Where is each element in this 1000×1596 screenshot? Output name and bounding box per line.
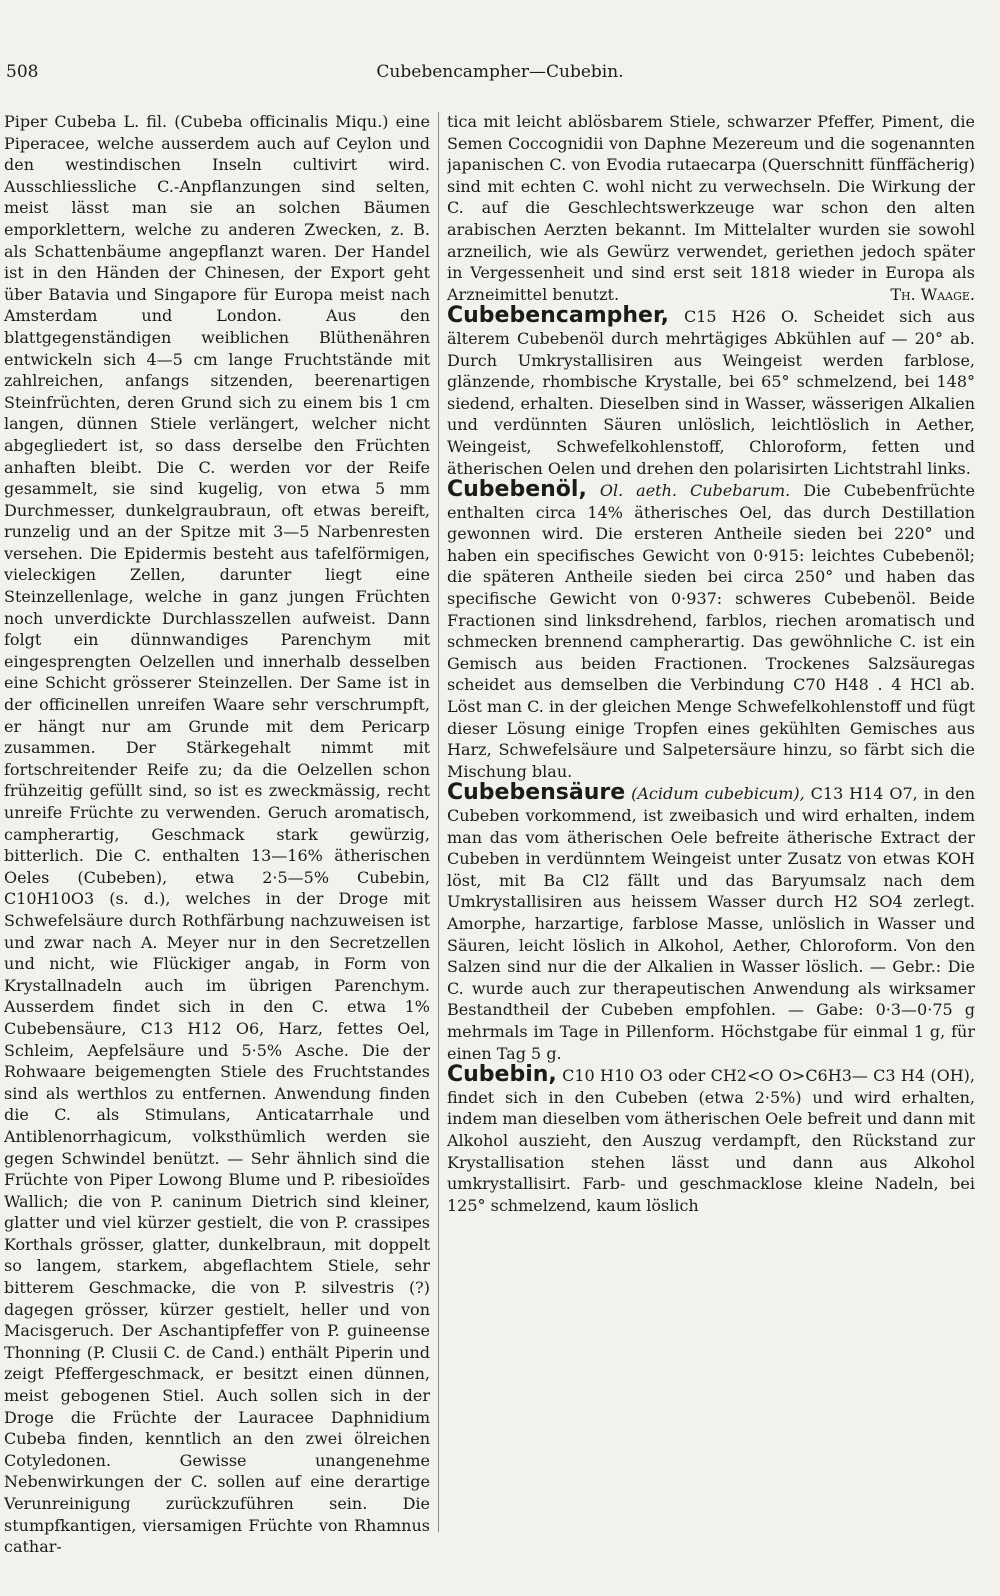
entry-cubebenoel — [447, 479, 975, 782]
left-column — [4, 111, 430, 1556]
entry-headword: Cubebin, — [447, 1062, 557, 1088]
page-number: 508 — [6, 62, 39, 82]
entry-latin-name: (Acidum cubebicum), — [631, 784, 805, 804]
cubeba-conclusion-text — [447, 111, 975, 305]
running-title: Cubebencampher—Cubebin. — [376, 62, 624, 82]
column-divider — [438, 112, 439, 1532]
entry-body: findet sich in den Cubeben (etwa 2·5%) und wird erhalten, indem man dieselben vom ätherischen Oele befreit und dann mit Alkohol auszieht, den Auszug verdampft, den Rückstand zur Krystallisation stehen lässt und dann aus Alkohol umkrystallisirt. Farb- und geschmacklose kleine Nadeln, bei 125° schmelzend, kaum löslich — [447, 1087, 975, 1215]
entry-headword: Cubebenöl, — [447, 477, 587, 503]
entry-cubebin — [447, 1064, 975, 1216]
cubeba-continuation-text: Piper Cubeba L. fil. (Cubeba officinalis Miqu.) eine Piperacee, welche ausserdem auch auf Ceylon und den westindischen Inseln cultivirt wird. Ausschliessliche C.-Anpflanzungen sind selten, meist lässt man sie an solchen Bäumen emporklettern, welche zu anderen Zwecken, z. B. als Schattenbäume angepflanzt waren. Der Handel ist in den Händen der Chinesen, der Export geht über Batavia und Singapore für Europa meist nach Amsterdam und London. Aus den blattgegenständigen weiblichen Blüthenähren entwickeln sich 4—5 cm lange Fruchtstände mit zahlreichen, anfangs sitzenden, beerenartigen Steinfrüchten, deren Grund sich zu einem bis 1 cm langen, dünnen Stiele verlängert, welcher nicht abgegliedert ist, so dass derselbe den Früchten anhaften bleibt. Die C. werden vor der Reife gesammelt, sie sind kugelig, von etwa 5 mm Durchmesser, dunkelgraubraun, oft etwas bereift, runzelig und an der Spitze mit 3—5 Narbenresten versehen. Die Epidermis besteht aus tafelförmigen, vieleckigen Zellen, darunter liegt eine Steinzellenlage, welche in ganz jungen Früchten noch unverdickte Durchlasszellen aufweist. Dann folgt ein dünnwandiges Parenchym mit eingesprengten Oelzellen und innerhalb desselben eine Schicht grösserer Steinzellen. Der Same ist in der officinellen unreifen Waare sehr verschrumpft, er hängt nur am Grunde mit dem Pericarp zusammen. Der Stärkegehalt nimmt mit fortschreitender Reife zu; da die Oelzellen schon frühzeitig gefüllt sind, so ist es zweckmässig, recht unreife Früchte zu verwenden. Geruch aromatisch, campherartig, Geschmack stark gewürzig, bitterlich. Die C. enthalten 13—16% ätherischen Oeles (Cubeben), etwa 2·5—5% Cubebin, C10H10O3 (s. d.), welches in der Droge mit Schwefelsäure durch Rothfärbung nachzuweisen ist und zwar nach A. Meyer nur in den Secretzellen und nicht, wie Flückiger angab, in Form von Krystallnadeln auch im übrigen Parenchym. Ausserdem findet sich in den C. etwa 1% Cubebensäure, C13 H12 O6, Harz, fettes Oel, Schleim, Aepfelsäure und 5·5% Asche. Die der Rohwaare beigemengten Stiele des Fruchtstandes sind als werthlos zu entfernen. Anwendung finden die C. als Stimulans, Anticatarrhale und Antiblenorrhagicum, volksthümlich werden sie gegen Schwindel benützt. — Sehr ähnlich sind die Früchte von Piper Lowong Blume und P. ribesioïdes Wallich; die von P. caninum Dietrich sind kleiner, glatter und viel kürzer gestielt, die von P. crassipes Korthals grösser, glatter, dunkelbraun, mit doppelt so langem, starkem, abgeflachtem Stiele, sehr bitterem Geschmacke, die von P. silvestris (?) dagegen grösser, kürzer gestielt, heller und von Macisgeruch. Der Aschantipfeffer von P. guineense Thonning (P. Clusii C. de Cand.) enthält Piperin und zeigt Pfeffergeschmack, er besitzt einen dünnen, meist gebogenen Stiel. Auch sollen sich in der Droge die Früchte der Lauracee Daphnidium Cubeba finden, kenntlich an den zwei ölreichen Cotyledonen. Gewisse unangenehme Nebenwirkungen der C. sollen auf eine derartige Verunreinigung zurückzuführen sein. Die stumpfkantigen, viersamigen Früchte von Rhamnus cathar- — [4, 112, 430, 1556]
entry-formula: C15 H26 O. — [683, 307, 799, 327]
author-signature: Th. Waage. — [890, 284, 975, 304]
cubeba-conclusion-body: tica mit leicht ablösbarem Stiele, schwarzer Pfeffer, Piment, die Semen Coccognidii von Daphne Mezereum und die sogenannten japanischen C. von Evodia rutaecarpa (Querschnitt fünffächerig) sind mit echten C. wohl nicht zu verwechseln. Die Wirkung der C. auf die Geschlechtswerkzeuge war schon den alten arabischen Aerzten bekannt. Im Mittelalter wurden sie sowohl arzneilich, wie als Gewürz verwendet, geriethen jedoch später in Vergessenheit und sind erst seit 1818 wieder in Europa als Arzneimittel benutzt. — [447, 112, 975, 304]
entry-body: Scheidet sich aus älterem Cubebenöl durch mehrtägiges Abkühlen auf — 20° ab. Durch Umkrystallisiren aus Weingeist werden farblose, glänzende, rhombische Krystalle, bei 65° schmelzend, bei 148° siedend, erhalten. Dieselben sind in Wasser, wässerigen Alkalien und verdünnten Säuren unlöslich, leichtlöslich in Aether, Weingeist, Schwefelkohlenstoff, Chloroform, fetten und ätherischen Oelen und drehen den polarisirten Lichtstrahl links. — [447, 307, 975, 478]
entry-body: Die Cubebenfrüchte enthalten circa 14% ätherisches Oel, das durch Destillation gewonnen wird. Die ersteren Antheile sieden bei 220° und haben ein specifisches Gewicht von 0·915: leichtes Cubebenöl; die späteren Antheile sieden bei circa 250° und haben das specifische Gewicht von 0·937: schweres Cubebenöl. Beide Fractionen sind linksdrehend, farblos, riechen aromatisch und schmecken brennend campherartig. Das gewöhnliche C. ist ein Gemisch aus beiden Fractionen. Trockenes Salzsäuregas scheidet aus demselben die Verbindung C70 H48 . 4 HCl ab. Löst man C. in der gleichen Menge Schwefelkohlenstoff und fügt dieser Lösung einige Tropfen eines gekühlten Gemisches aus Harz, Schwefelsäure und Salpetersäure hinzu, so färbt sich die Mischung blau. — [447, 481, 975, 781]
entry-headword: Cubebencampher, — [447, 303, 669, 329]
page-header — [0, 60, 1000, 88]
entry-headword: Cubebensäure — [447, 780, 626, 806]
entry-cubebencampher — [447, 305, 975, 479]
entry-formula: C13 H14 O7, — [810, 784, 918, 804]
entry-formula: C10 H10 O3 oder CH2<O O>C6H3— C3 H4 (OH), — [562, 1066, 975, 1086]
right-column — [447, 111, 975, 1556]
entry-body: in den Cubeben vorkommend, ist zweibasich und wird erhalten, indem man das vom ätherischen Oele befreite ätherische Extract der Cubeben in verdünntem Weingeist unter Zusatz von etwas KOH löst, mit Ba Cl2 fällt und das Baryumsalz nach dem Umkrystallisiren aus heissem Wasser durch H2 SO4 zerlegt. Amorphe, harzartige, farblose Masse, unlöslich in Wasser und Säuren, leicht löslich in Alkohol, Aether, Chloroform. Von den Salzen sind nur die der Alkalien in Wasser löslich. — Gebr.: Die C. wurde auch zur therapeutischen Anwendung als wirksamer Bestandtheil der Cubeben empfohlen. — Gabe: 0·3—0·75 g mehrmals im Tage in Pillenform. Höchstgabe für einmal 1 g, für einen Tag 5 g. — [447, 784, 975, 1063]
entry-latin-name: Ol. aeth. Cubebarum. — [599, 481, 791, 501]
entry-cubebensaeure — [447, 782, 975, 1064]
